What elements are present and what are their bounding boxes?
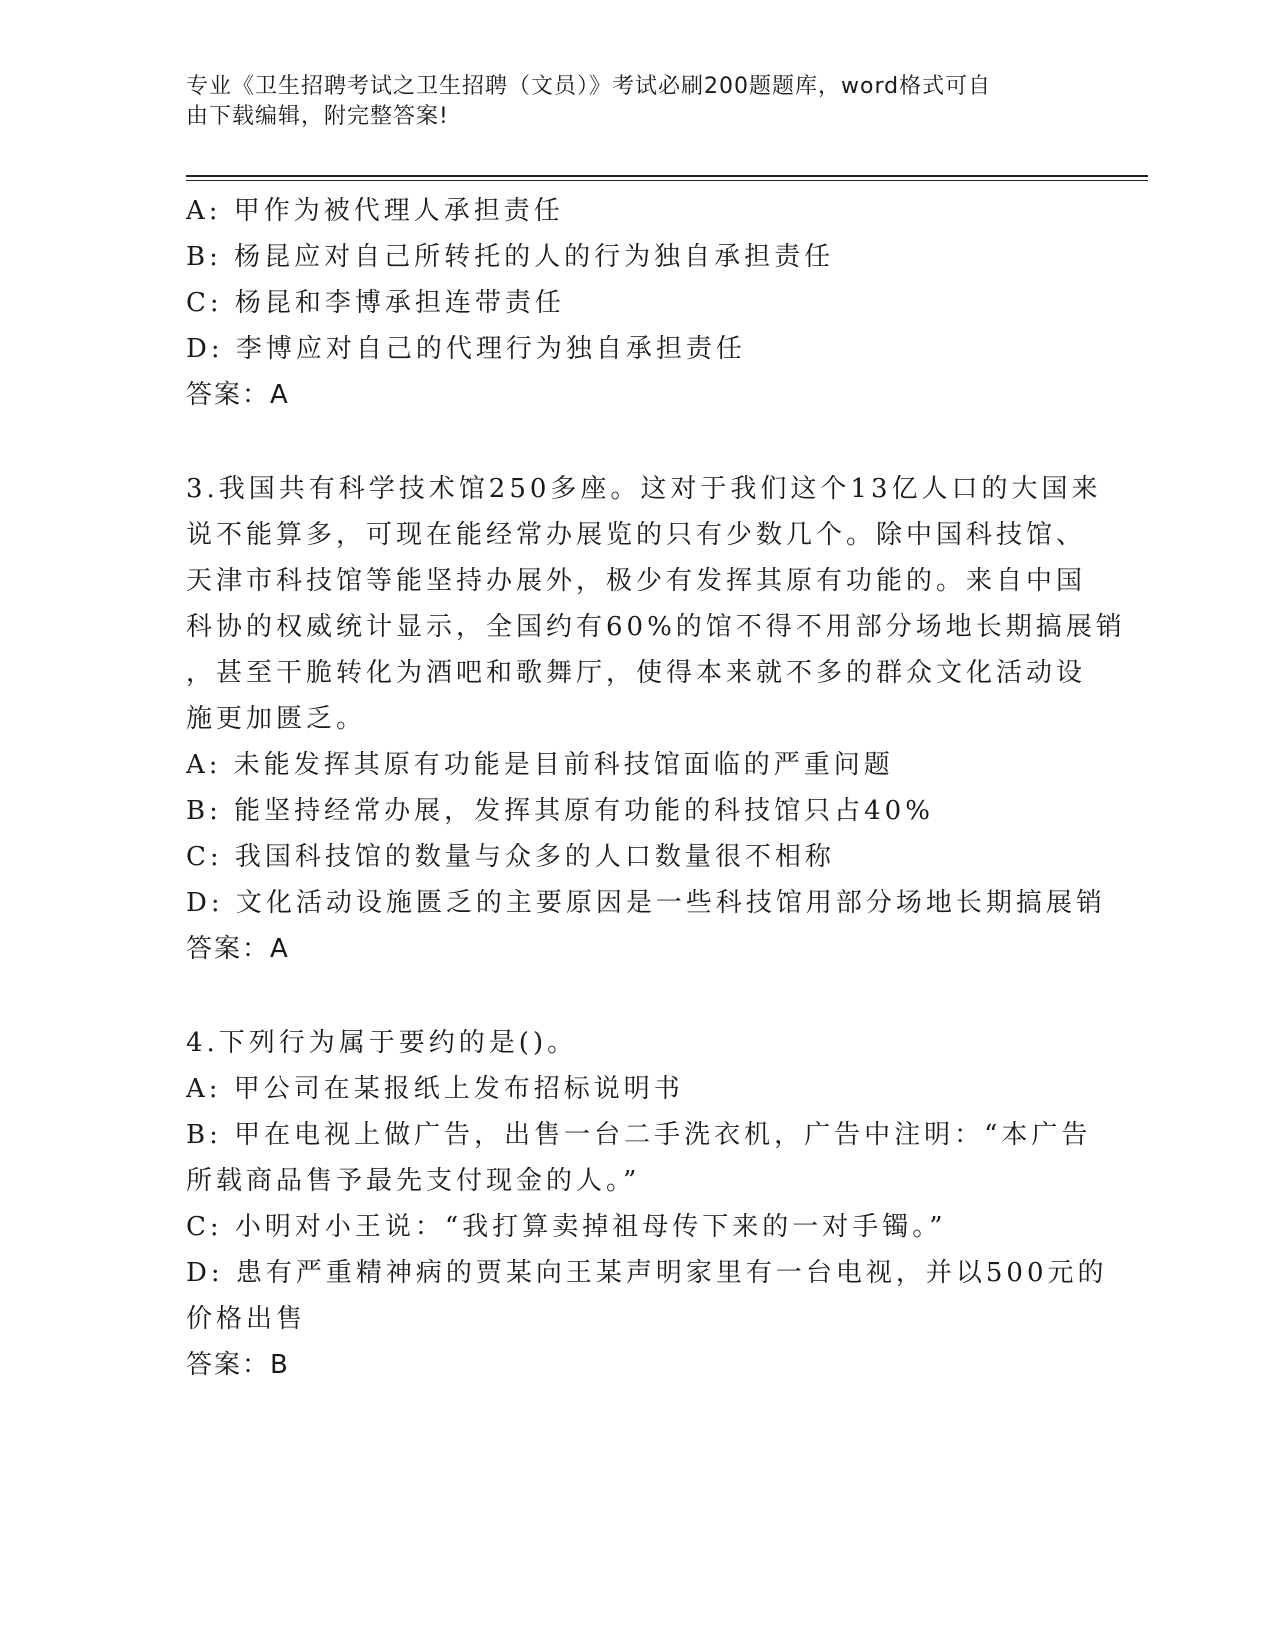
option-b: B: 杨昆应对自己所转托的人的行为独自承担责任 [186,242,835,272]
option-a: A: 未能发挥其原有功能是目前科技馆面临的严重问题 [186,750,894,780]
option-c: C: 小明对小王说：“我打算卖掉祖母传下来的一对手镯。” [186,1212,947,1242]
option-a: A: 甲公司在某报纸上发布招标说明书 [186,1074,684,1104]
question-3-stem-line: 说不能算多，可现在能经常办展览的只有少数几个。除中国科技馆、 [186,520,1087,550]
question-3 [186,466,1126,926]
question-3-stem-line: 施更加匮乏。 [186,704,367,734]
option-d: D: 患有严重精神病的贾某向王某声明家里有一台电视，并以500元的 [186,1258,1108,1288]
question-2-options [186,188,1086,372]
question-4-stem: 4.下列行为属于要约的是()。 [186,1028,578,1058]
document-body [186,188,1126,1388]
document-header [186,72,1066,132]
option-a: A: 甲作为被代理人承担责任 [186,196,564,226]
question-4-answer: 答案：B [186,1350,290,1380]
option-d-continued: 价格出售 [186,1304,307,1334]
option-b: B: 甲在电视上做广告，出售一台二手洗衣机，广告中注明：“本广告 [186,1120,1092,1150]
spacer [186,418,1086,466]
question-3-stem-line: 3.我国共有科学技术馆250多座。这对于我们这个13亿人口的大国来 [186,474,1102,504]
question-4 [186,1020,1108,1342]
option-c: C: 我国科技馆的数量与众多的人口数量很不相称 [186,842,835,872]
header-line-2: 由下载编辑，附完整答案! [186,104,449,129]
option-b-continued: 所载商品售予最先支付现金的人。” [186,1166,641,1196]
header-line-1: 专业《卫生招聘考试之卫生招聘（文员）》考试必刷200题题库，word格式可自 [186,74,992,99]
header-rule-thick [186,175,1148,177]
spacer [186,972,1086,1020]
question-3-stem-line: ，甚至干脆转化为酒吧和歌舞厅，使得本来就不多的群众文化活动设 [186,658,1087,688]
option-b: B: 能坚持经常办展，发挥其原有功能的科技馆只占40% [186,796,934,826]
option-c: C: 杨昆和李博承担连带责任 [186,288,565,318]
option-d: D: 李博应对自己的代理行为独自承担责任 [186,334,746,364]
header-rule-thin [186,180,1148,181]
option-d: D: 文化活动设施匮乏的主要原因是一些科技馆用部分场地长期搞展销 [186,888,1106,918]
question-3-stem-line: 天津市科技馆等能坚持办展外，极少有发挥其原有功能的。来自中国 [186,566,1087,596]
question-3-stem-line: 科协的权威统计显示，全国约有60%的馆不得不用部分场地长期搞展销 [186,612,1126,642]
question-3-answer: 答案：A [186,934,290,964]
question-2-answer: 答案：A [186,380,290,410]
